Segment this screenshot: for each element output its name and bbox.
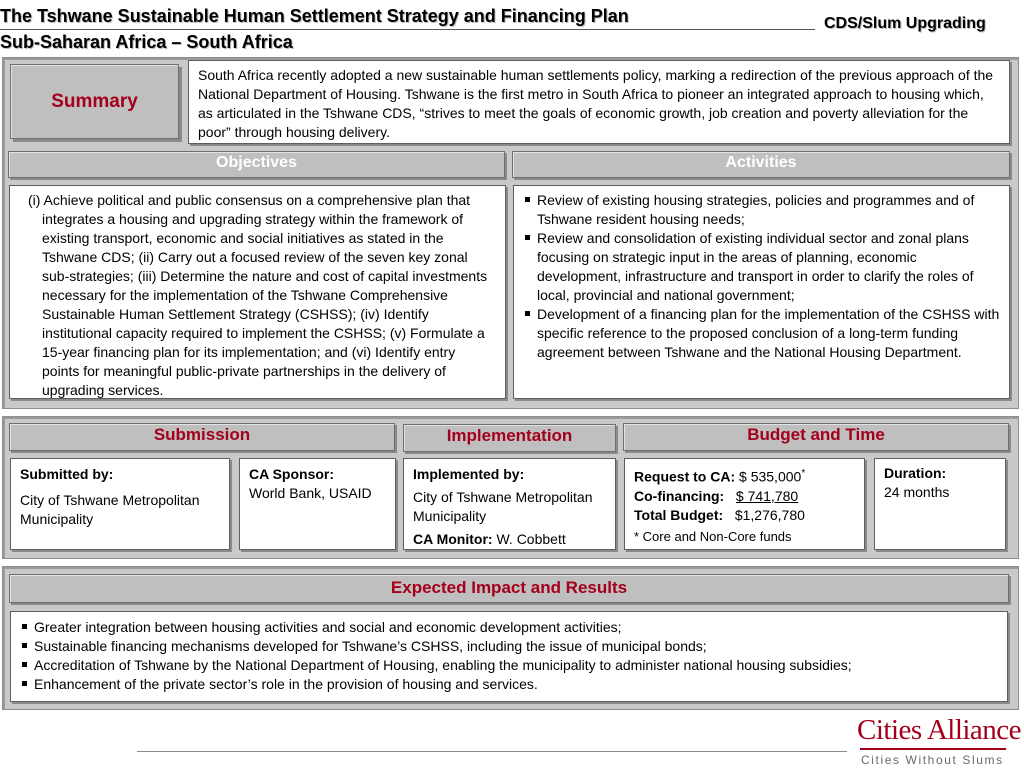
- cofinancing-label: Co-financing:: [634, 487, 725, 504]
- monitor-label: CA Monitor:: [413, 531, 493, 547]
- activities-box: [513, 185, 1010, 399]
- request-footnote-mark: *: [801, 468, 806, 479]
- list-item: Enhancement of the private sector’s role in the provision of housing and services.: [20, 675, 998, 694]
- monitor-line: [413, 530, 606, 549]
- impact-list: [20, 618, 998, 694]
- request-label: Request to CA:: [634, 468, 736, 485]
- activities-list: [523, 191, 1000, 362]
- impact-heading: Expected Impact and Results: [9, 574, 1009, 603]
- submission-heading: Submission: [9, 423, 395, 451]
- footer-divider: [137, 751, 847, 752]
- document-title: The Tshwane Sustainable Human Settlement Strategy and Financing Plan: [0, 6, 629, 26]
- cofinancing-line: [634, 487, 855, 506]
- duration-value: 24 months: [884, 484, 950, 500]
- implemented-by-label: Implemented by:: [413, 466, 525, 482]
- objectives-heading: Objectives: [8, 151, 505, 178]
- implementation-heading: Implementation: [403, 424, 616, 452]
- total-label: Total Budget:: [634, 506, 724, 523]
- duration-label: Duration:: [884, 465, 947, 481]
- monitor-value: W. Cobbett: [496, 531, 566, 547]
- request-line: [634, 464, 855, 487]
- total-value: $1,276,780: [734, 506, 805, 523]
- impact-box: [10, 611, 1008, 702]
- list-item: Accreditation of Tshwane by the National Department of Housing, enabling the municipality to administer national housing subsidies;: [20, 656, 998, 675]
- budget-box: [624, 458, 865, 550]
- list-item: Sustainable financing mechanisms developed for Tshwane’s CSHSS, including the issue of municipal bonds;: [20, 637, 998, 656]
- logo-tagline: Cities Without Slums: [861, 753, 1004, 767]
- sponsor-value: World Bank, USAID: [249, 485, 372, 501]
- summary-label: Summary: [10, 64, 179, 139]
- summary-text: South Africa recently adopted a new sustainable human settlements policy, marking a redirection of the previous approach of the National Department of Housing. Tshwane is the first metro in South Africa to pioneer an integrated approach to housing which, as articulated in the Tshwane CDS, “strives to meet the goals of economic growth, job creation and poverty alleviation for the poor” through housing delivery.: [188, 60, 1010, 144]
- list-item: Review of existing housing strategies, policies and programmes and of Tshwane resident housing needs;: [523, 191, 1000, 229]
- implemented-by-value: City of Tshwane Metropolitan Municipality: [413, 489, 593, 524]
- submitted-by-value: City of Tshwane Metropolitan Municipality: [20, 492, 200, 527]
- header-divider: [0, 29, 815, 30]
- list-item: Review and consolidation of existing individual sector and zonal plans focusing on strategic input in the areas of planning, economic development, infrastructure and transport in order to clarify the roles of local, provincial and national government;: [523, 229, 1000, 305]
- duration-box: [874, 458, 1006, 550]
- activities-heading: Activities: [512, 151, 1010, 178]
- implemented-by-box: [403, 458, 616, 550]
- objectives-text: (i) Achieve political and public consensus on a comprehensive plan that integrates a housing and upgrading strategy within the framework of existing transport, economic and social initiatives as stated in the Tshwane CDS; (ii) Carry out a focused review of the seven key zonal sub-strategies; (iii) Determine the nature and cost of capital investments necessary for the implementation of the Tshwane Comprehensive Sustainable Human Settlement Strategy (CSHSS); (iv) Identify institutional capacity required to implement the CSHSS; (v) Formulate a 15-year financing plan for its implementation; and (vi) Identify entry points for meaningful public-private partnerships in the delivery of upgrading services.: [28, 192, 488, 398]
- cities-alliance-logo: Cities Alliance: [857, 714, 1022, 746]
- list-item: Development of a financing plan for the implementation of the CSHSS with specific reference to the proposed conclusion of a long-term funding agreement between Tshwane and the National Housing Department.: [523, 305, 1000, 362]
- logo-underline: [860, 748, 1006, 750]
- sponsor-box: [239, 458, 396, 550]
- budget-heading: Budget and Time: [623, 423, 1009, 451]
- document-subtitle: Sub-Saharan Africa – South Africa: [0, 32, 293, 52]
- objectives-box: [9, 185, 506, 399]
- category-tag: CDS/Slum Upgrading: [824, 15, 986, 32]
- total-line: [634, 506, 855, 525]
- list-item: Greater integration between housing activities and social and economic development activities;: [20, 618, 998, 637]
- request-value: $ 535,000: [739, 468, 802, 485]
- sponsor-label: CA Sponsor:: [249, 466, 335, 482]
- cofinancing-value: $ 741,780: [735, 487, 799, 504]
- submitted-by-box: [10, 458, 230, 550]
- submitted-by-label: Submitted by:: [20, 466, 114, 482]
- budget-footnote: * Core and Non-Core funds: [634, 528, 792, 544]
